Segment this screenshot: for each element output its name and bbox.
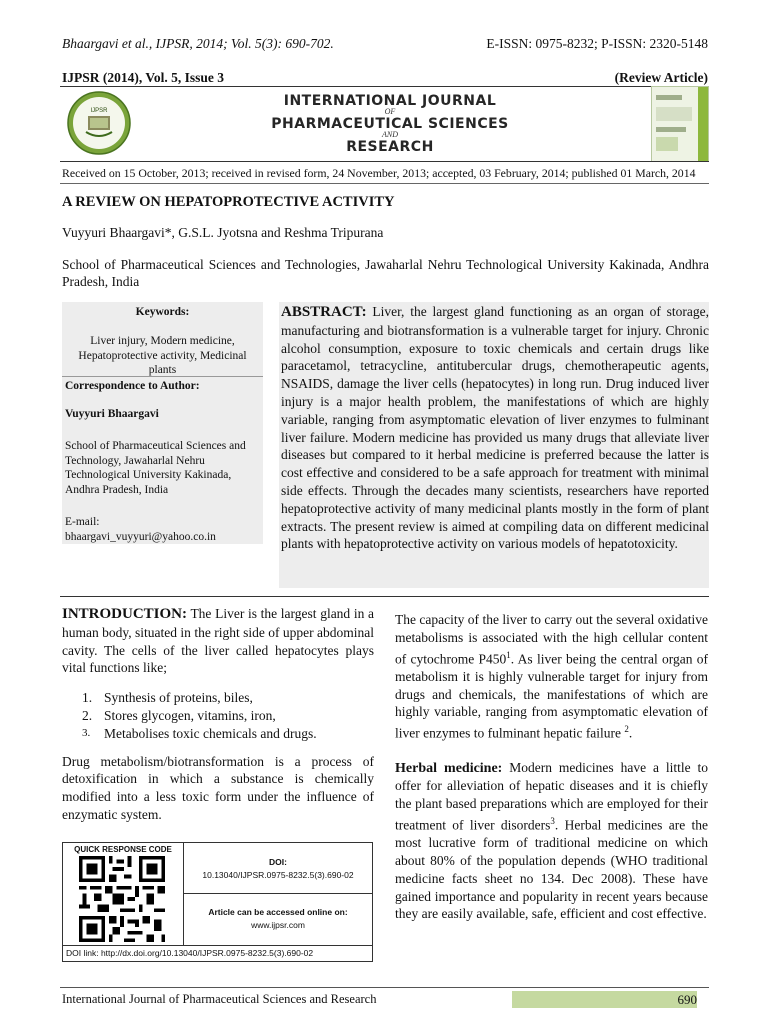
doi-cell xyxy=(184,843,372,894)
keywords-list: Liver injury, Modern medicine, Hepatoprotective activity, Medicinal plants xyxy=(78,335,247,376)
authors: Vuyyuri Bhaargavi*, G.S.L. Jyotsna and Reshma Tripurana xyxy=(62,225,384,240)
access-cell xyxy=(184,894,372,945)
volume-issue: IJPSR (2014), Vol. 5, Issue 3 xyxy=(62,70,225,85)
masthead-rule xyxy=(60,161,709,162)
list-item: 1. Synthesis of proteins, biles, xyxy=(82,690,253,706)
right-column xyxy=(395,611,708,935)
introduction-heading: INTRODUCTION: xyxy=(62,606,188,622)
qr-code-icon[interactable] xyxy=(76,856,168,942)
received-rule xyxy=(60,183,709,184)
doi-value: 10.13040/IJPSR.0975-8232.5(3).690-02 xyxy=(202,870,354,880)
list-item: 2. Stores glycogen, vitamins, iron, xyxy=(82,707,276,723)
qr-cell xyxy=(63,843,184,945)
issn: E-ISSN: 0975-8232; P-ISSN: 2320-5148 xyxy=(486,36,708,51)
abstract-box xyxy=(279,302,709,588)
qr-info-table xyxy=(62,842,373,962)
herbal-medicine-paragraph: Herbal medicine: Modern medicines have a little to offer for alleviation of hepatic diseases and it is chiefly the plant based preparations which are employed for their treatment of liver disorders$^3$. Herbal medicines are the most lucrative form of traditional medicine on which about 80% of the population depends (WHO traditional medicine facts sheet no 134. Dec 2008). These have gained importance and popularity in recent years because they are easily available, safe, efficient and cost effective. xyxy=(395,759,709,922)
abstract-rule xyxy=(60,596,709,597)
qr-title: QUICK RESPONSE CODE xyxy=(74,845,172,854)
journal-title-of: OF xyxy=(384,107,396,116)
citation: Bhaargavi et al., IJPSR, 2014; Vol. 5(3): 690-702. xyxy=(62,36,334,51)
footer-journal-name: International Journal of Pharmaceutical Sciences and Research xyxy=(62,992,377,1006)
journal-masthead xyxy=(60,86,709,160)
list-item: 3. Metabolises toxic chemicals and drugs. xyxy=(82,725,317,741)
journal-seal-icon xyxy=(66,90,132,156)
svg-text:IJPSR: IJPSR xyxy=(90,108,108,114)
journal-title-line3: PHARMACEUTICAL SCIENCES xyxy=(271,115,509,132)
received-dates: Received on 15 October, 2013; received in revised form, 24 November, 2013; accepted, 03 February, 2014; published 01 March, 2014 xyxy=(62,166,696,180)
journal-title-and: AND xyxy=(382,129,398,139)
journal-title-line5: RESEARCH xyxy=(346,138,434,155)
access-label: Article can be accessed online on: xyxy=(208,907,348,917)
doi-label: DOI: xyxy=(269,857,287,867)
footer-rule xyxy=(60,987,709,988)
email-label: E-mail: xyxy=(65,516,100,528)
page-number: 690 xyxy=(677,992,697,1007)
introduction-column xyxy=(62,605,374,836)
access-url[interactable]: www.ijpsr.com xyxy=(251,920,305,930)
introduction-lead: The Liver is the largest gland in a human body, situated in the right side of upper abdominal cavity. The cells of the liver called hepatocytes plays vital functions like; xyxy=(62,606,374,676)
drug-metabolism-paragraph: Drug metabolism/biotransformation is a process of detoxification in which a substance is chemically modified into a less toxic form under the influence of enzymatic system. xyxy=(62,753,374,822)
article-title: A REVIEW ON HEPATOPROTECTIVE ACTIVITY xyxy=(62,194,395,210)
correspondence-address: School of Pharmaceutical Sciences and Technology, Jawaharlal Nehru Technological University Kakinada, Andhra Pradesh, India xyxy=(65,440,246,496)
journal-cover-thumbnail xyxy=(651,86,709,162)
journal-title-line1: INTERNATIONAL JOURNAL xyxy=(283,93,497,109)
abstract-text: Liver, the largest gland functioning as an organ of storage, manufacturing and biotransformation is a vulnerable target for injury. Chronic alcohol consumption, exposure to toxic chemicals and certain drugs like paracetamol, tetracycline, antitubercular drugs, chemotherapeutic agents, NSAIDS, damage the liver cells (hepatocytes) in long run. Drug induced liver injury is a major health problem, the manifestations of which are highly variable, ranging from asymptomatic elevation of liver enzymes to fulminant liver failure. Modern medicine has provided us many drugs that alleviate liver diseases but compared to it herbal medicine is preferred because the latter is cost effective and considered to be a safe approach for treatment with minimal side effects. Through the decades many scientists, researchers have reported hepatoprotective activity of many medicinal plants mostly in the form of plant extracts. The present review is aimed at compiling data on different medicinal plants with hepatoprotective activity on various models of hepatotoxicity. xyxy=(281,304,709,552)
correspondence-heading: Correspondence to Author: xyxy=(65,380,200,392)
herbal-medicine-heading: Herbal medicine: xyxy=(395,760,503,776)
affiliation: School of Pharmaceutical Sciences and Technologies, Jawaharlal Nehru Technological University Kakinada, Andhra Pradesh, India xyxy=(62,257,709,289)
abstract-heading: ABSTRACT: xyxy=(281,304,367,320)
keywords-heading: Keywords: xyxy=(135,306,190,318)
divider xyxy=(62,376,263,377)
capacity-paragraph: The capacity of the liver to carry out the several oxidative metabolisms is associated with the high cellular content of cytochrome $P450^1$. As liver being the central organ of metabolism it is highly vulnerable target for injury from drugs and chemicals, the manifestations of which are highly variable, ranging from asymptomatic elevation of liver enzymes to fulminant hepatic failure $^2$. xyxy=(395,612,708,741)
keywords-correspondence-box xyxy=(62,302,263,544)
email-address[interactable]: bhaargavi_vuyyuri@yahoo.co.in xyxy=(65,530,216,543)
correspondence-email xyxy=(65,515,263,544)
article-type: (Review Article) xyxy=(614,70,708,85)
doi-link[interactable]: DOI link: http://dx.doi.org/10.13040/IJPSR.0975-8232.5(3).690-02 xyxy=(63,945,372,961)
journal-title xyxy=(260,94,520,154)
correspondence-author-name: Vuyyuri Bhaargavi xyxy=(65,408,159,420)
liver-functions-list xyxy=(62,689,374,742)
